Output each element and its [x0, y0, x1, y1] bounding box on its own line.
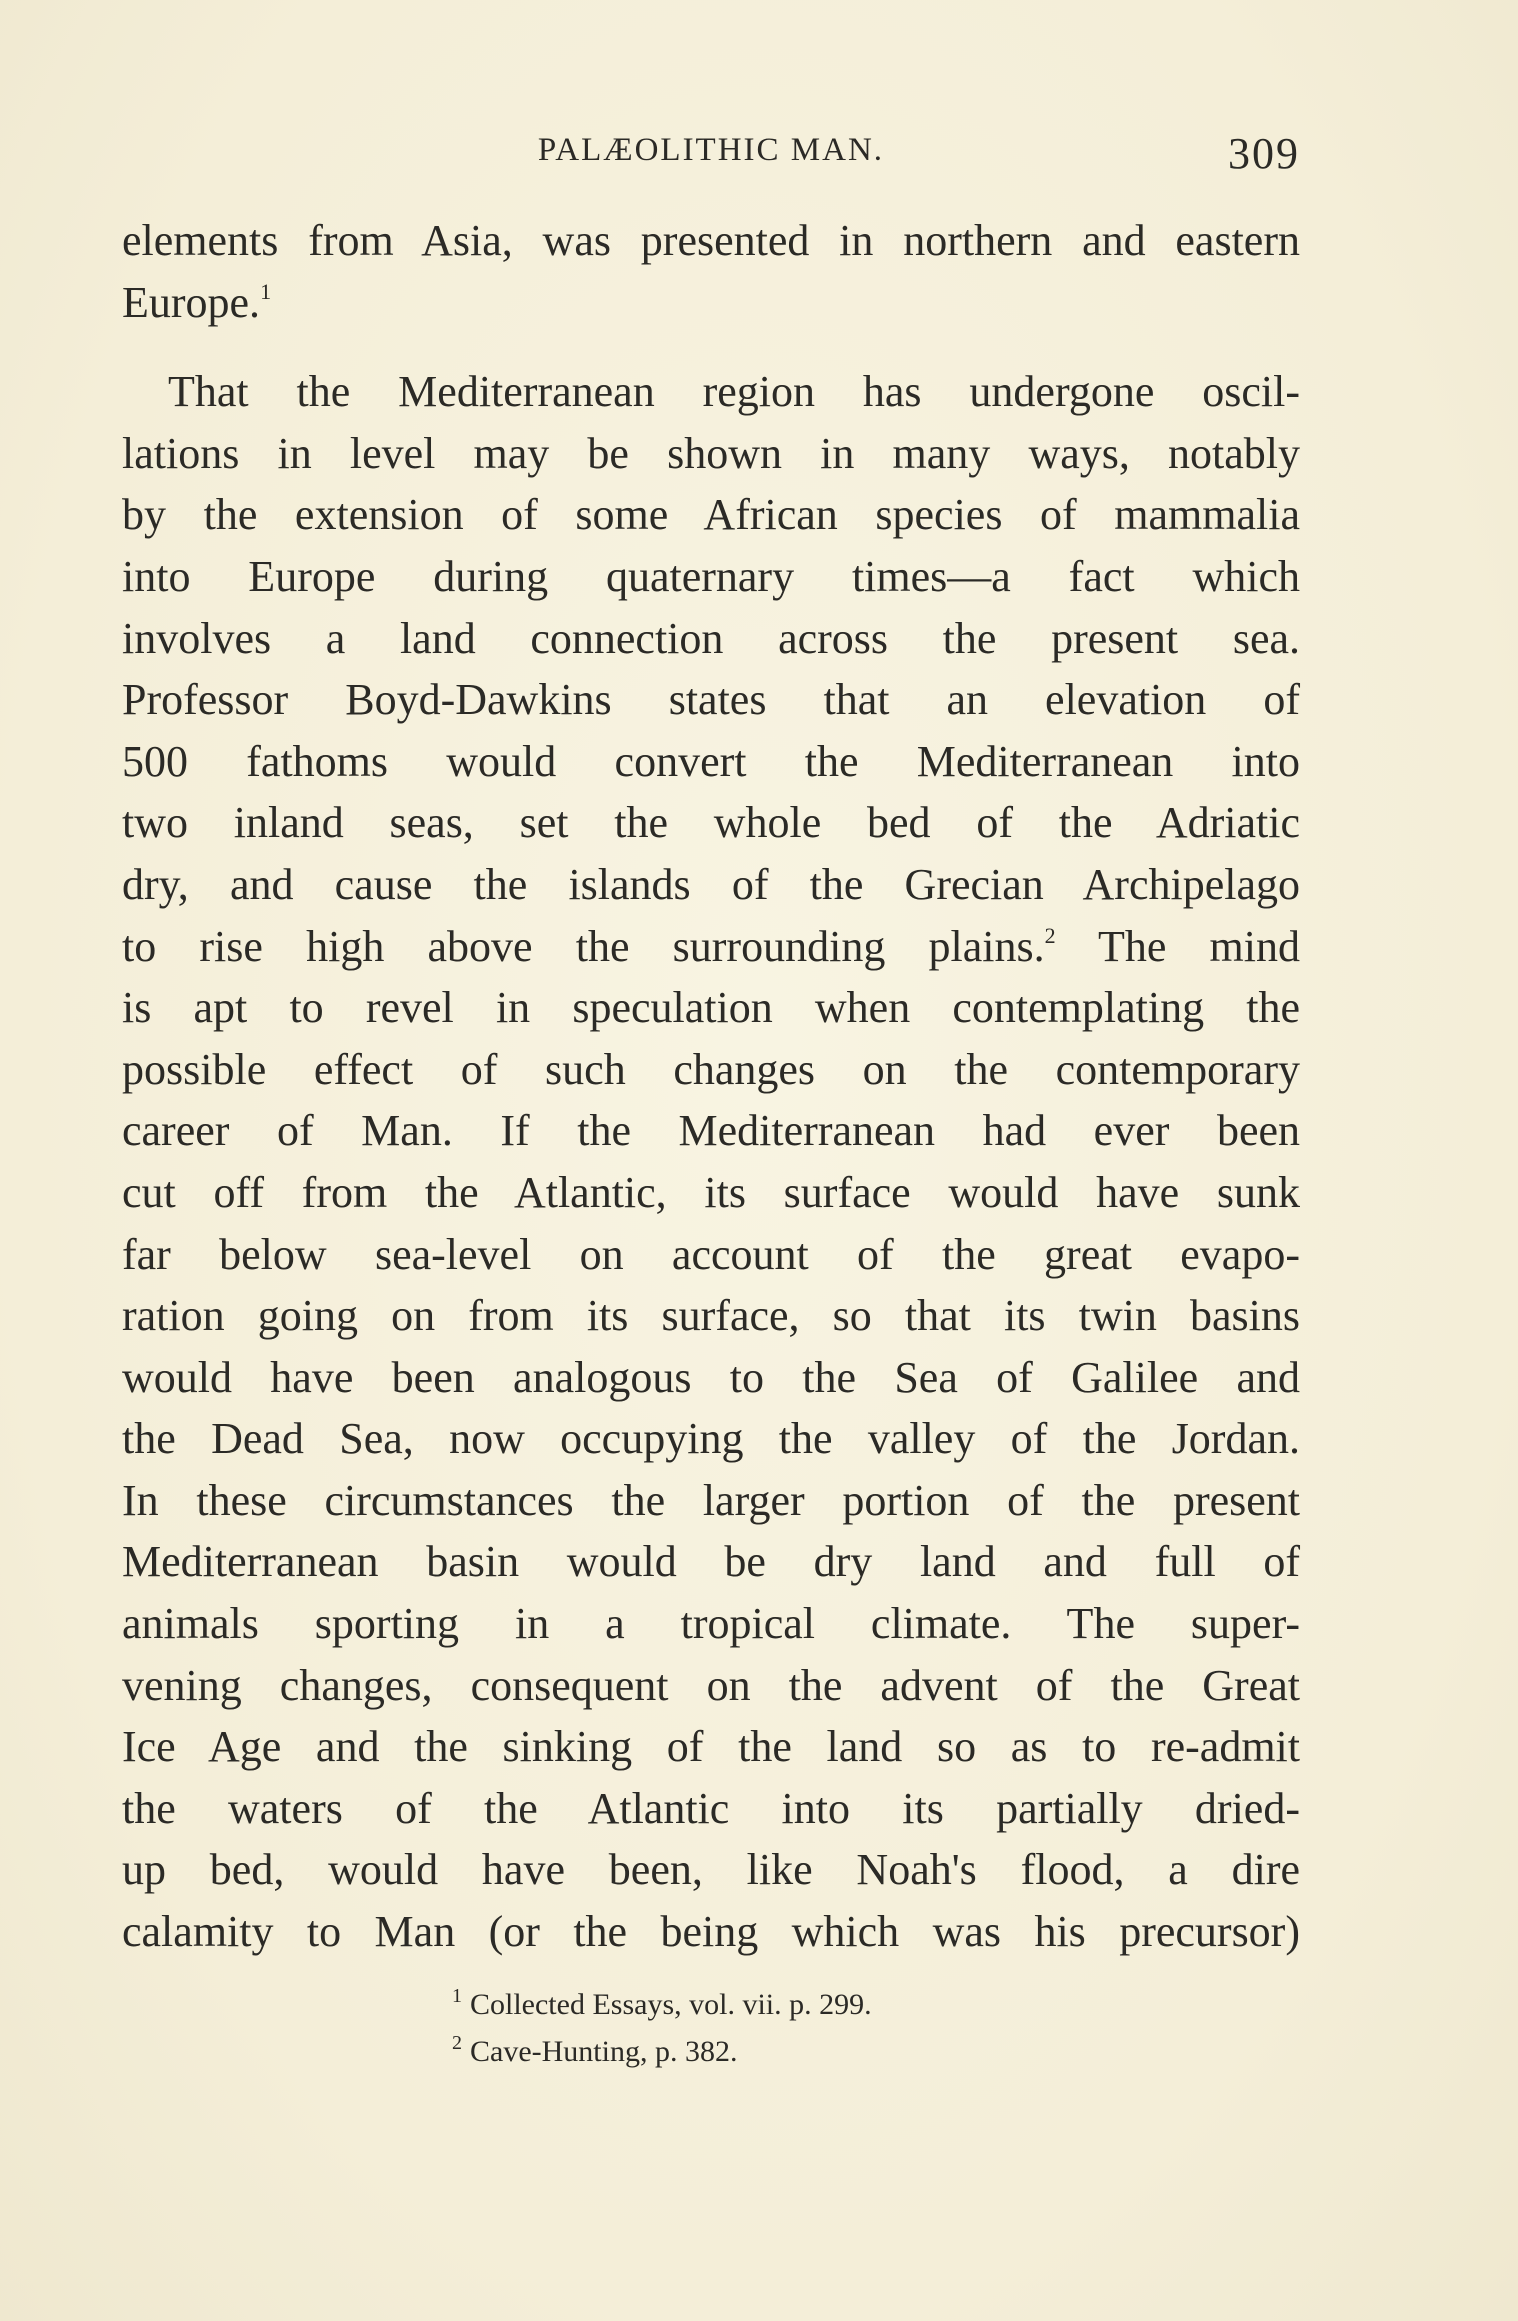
text-line: two inland seas, set the whole bed of the Adriatic	[122, 798, 1300, 848]
paragraph-gap	[122, 333, 1300, 361]
text-line: career of Man. If the Mediterranean had ever been	[122, 1106, 1300, 1156]
running-head	[122, 128, 1300, 178]
footnote-mark: 1	[452, 1985, 462, 2007]
text-line: 500 fathoms would convert the Mediterranean into	[122, 736, 1300, 786]
text-line: vening changes, consequent on the advent of the Great	[122, 1660, 1300, 1710]
text-line: up bed, would have been, like Noah's flood, a dire	[122, 1845, 1300, 1895]
text-fragment: The mind	[1055, 921, 1301, 971]
text-fragment: Europe.	[122, 277, 261, 327]
footnote-mark: 2	[452, 2032, 462, 2054]
text-line: into Europe during quaternary times—a fact which	[122, 551, 1300, 601]
text-line: Professor Boyd-Dawkins states that an elevation of	[122, 675, 1300, 725]
footnote-ref: 1	[260, 278, 272, 304]
text-line: by the extension of some African species of mammalia	[122, 490, 1300, 540]
text-line: involves a land connection across the present sea.	[122, 613, 1300, 663]
footnote-text: Collected Essays, vol. vii. p. 299.	[470, 1988, 872, 2021]
body-text	[122, 210, 1300, 1963]
text-line: cut off from the Atlantic, its surface would have sunk	[122, 1167, 1300, 1217]
footnote-ref: 2	[1044, 922, 1056, 948]
text-line: Mediterranean basin would be dry land and full of	[122, 1537, 1300, 1587]
footnote	[122, 1981, 1300, 2028]
text-line: In these circumstances the larger portion of the present	[122, 1475, 1300, 1525]
footnotes	[122, 1981, 1300, 2075]
text-line: would have been analogous to the Sea of Galilee and	[122, 1352, 1300, 1402]
text-line: lations in level may be shown in many ways, notably	[122, 428, 1300, 478]
text-line: the waters of the Atlantic into its partially dried-	[122, 1783, 1300, 1833]
text-line	[122, 272, 1300, 334]
text-line: That the Mediterranean region has undergone oscil-	[168, 367, 1300, 417]
text-line: calamity to Man (or the being which was his precursor)	[122, 1907, 1300, 1957]
running-title: PALÆOLITHIC MAN.	[537, 132, 885, 168]
page-number: 309	[1228, 129, 1300, 178]
text-line	[122, 916, 1300, 978]
text-line: far below sea-level on account of the great evapo-	[122, 1229, 1300, 1279]
footnote	[122, 2028, 1300, 2075]
text-line: animals sporting in a tropical climate. The super-	[122, 1599, 1300, 1649]
text-line: dry, and cause the islands of the Grecian Archipelago	[122, 859, 1300, 909]
text-line: is apt to revel in speculation when contemplating the	[122, 983, 1300, 1033]
text-fragment: to rise high above the surrounding plains.	[122, 921, 1045, 971]
text-line: the Dead Sea, now occupying the valley of the Jordan.	[122, 1414, 1300, 1464]
text-line: elements from Asia, was presented in northern and eastern	[122, 216, 1300, 265]
text-line: possible effect of such changes on the contemporary	[122, 1044, 1300, 1094]
text-line: ration going on from its surface, so that its twin basins	[122, 1291, 1300, 1341]
footnote-text: Cave-Hunting, p. 382.	[470, 2035, 738, 2068]
text-line: Ice Age and the sinking of the land so as to re-admit	[122, 1722, 1300, 1772]
